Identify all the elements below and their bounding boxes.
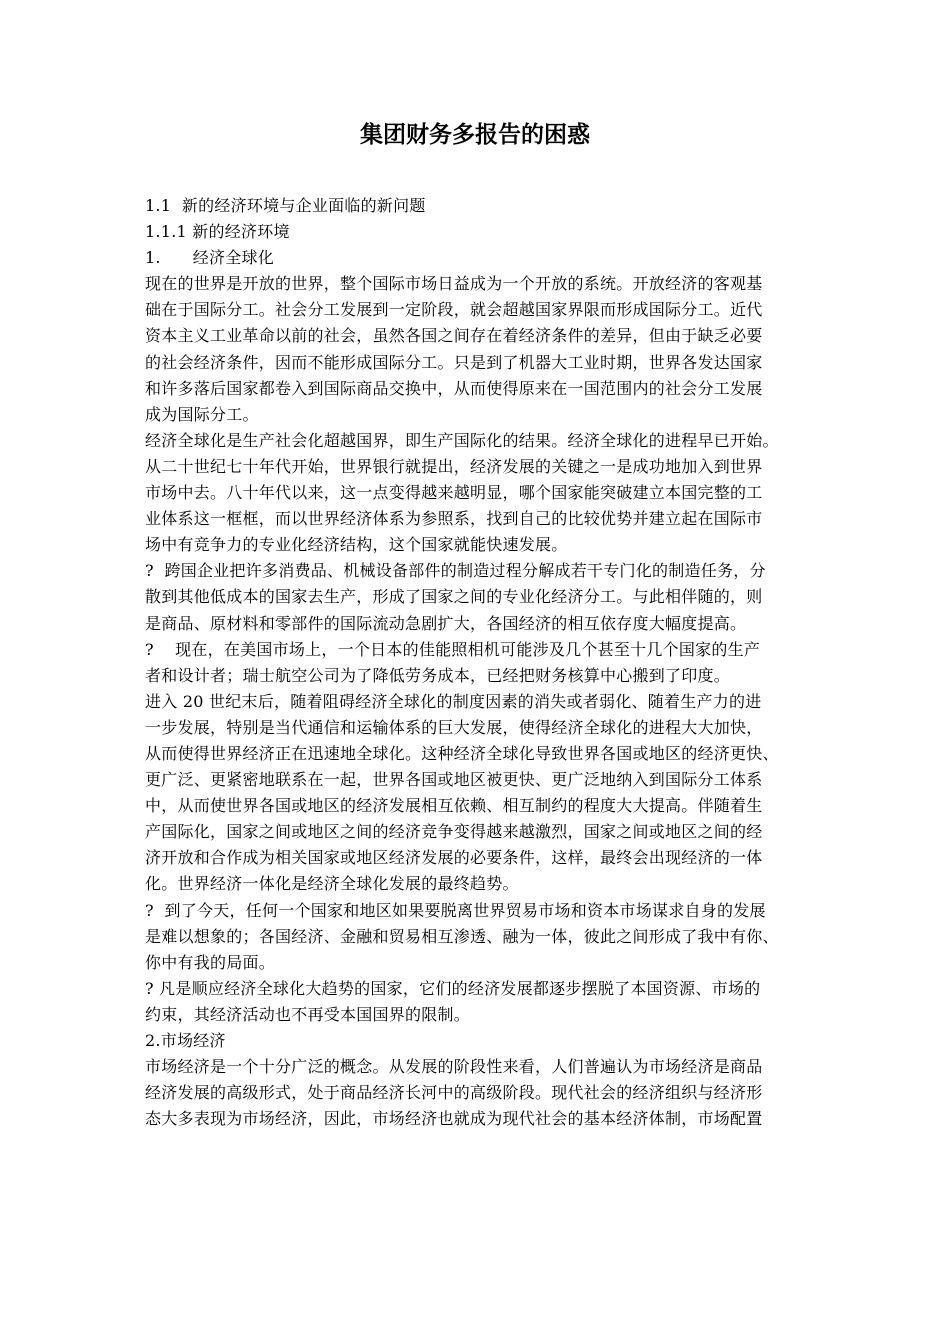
body-line: 础在于国际分工。社会分工发展到一定阶段，就会超越国家界限而形成国际分工。近代 [145, 300, 763, 320]
body-line: 济开放和合作成为相关国家或地区经济发展的必要条件，这样，最终会出现经济的一体 [145, 848, 763, 868]
body-line: 2.市场经济 [145, 1031, 226, 1050]
body-line: 者和设计者；瑞士航空公司为了降低劳务成本，已经把财务核算中心搬到了印度。 [145, 665, 731, 685]
body-line: 的社会经济条件，因而不能形成国际分工。只是到了机器大工业时期，世界各发达国家 [145, 352, 763, 372]
body-line: 1. 经济全球化 [145, 248, 275, 268]
body-line: 市场经济是一个十分广泛的概念。从发展的阶段性来看，人们普遍认为市场经济是商品 [145, 1057, 763, 1077]
body-line: 中，从而使世界各国或地区的经济发展相互依赖、相互制约的程度大大提高。伴随着生 [145, 796, 763, 816]
body-line: 是难以想象的；各国经济、金融和贸易相互渗透、融为一体，彼此之间形成了我中有你、 [145, 926, 779, 946]
document-title: 集团财务多报告的困惑 [360, 121, 590, 148]
body-line: 产国际化，国家之间或地区之间的经济竞争变得越来越激烈，国家之间或地区之间的经 [145, 822, 763, 842]
body-line: 成为国际分工。 [145, 404, 259, 424]
body-line: 进入 20 世纪末后，随着阻碍经济全球化的制度因素的消失或者弱化、随着生产力的进 [145, 691, 762, 711]
body-line: 1.1 新的经济环境与企业面临的新问题 [145, 196, 426, 215]
body-line: 1.1.1 新的经济环境 [145, 222, 290, 242]
body-line: 场中有竞争力的专业化经济结构，这个国家就能快速发展。 [145, 535, 568, 555]
body-line: 业体系这一框框，而以世界经济体系为参照系，找到自己的比较优势并建立起在国际市 [145, 509, 763, 529]
body-line: ? 凡是顺应经济全球化大趋势的国家，它们的经济发展都逐步摆脱了本国资源、市场的 [145, 978, 761, 998]
body-line: ? 跨国企业把许多消费品、机械设备部件的制造过程分解成若干专门化的制造任务，分 [145, 561, 766, 581]
body-line: 从而使得世界经济正在迅速地全球化。这种经济全球化导致世界各国或地区的经济更快、 [145, 743, 779, 763]
body-line: 一步发展，特别是当代通信和运输体系的巨大发展，使得经济全球化的进程大大加快， [145, 717, 763, 737]
body-line: 和许多落后国家都卷入到国际商品交换中，从而使得原来在一国范围内的社会分工发展 [145, 378, 763, 398]
body-line: 你中有我的局面。 [145, 952, 276, 972]
document-body [145, 193, 885, 1132]
body-line: 市场中去。八十年代以来，这一点变得越来越明显，哪个国家能突破建立本国完整的工 [145, 483, 763, 503]
body-line: 从二十世纪七十年代开始，世界银行就提出，经济发展的关键之一是成功地加入到世界 [145, 456, 763, 476]
body-line: 散到其他低成本的国家去生产，形成了国家之间的专业化经济分工。与此相伴随的，则 [145, 587, 763, 607]
body-line: ? 到了今天，任何一个国家和地区如果要脱离世界贸易市场和资本市场谋求自身的发展 [145, 900, 766, 920]
body-line: 态大多表现为市场经济，因此，市场经济也就成为现代社会的基本经济体制，市场配置 [145, 1109, 763, 1129]
body-line: 化。世界经济一体化是经济全球化发展的最终趋势。 [145, 874, 519, 894]
body-line: 现在的世界是开放的世界，整个国际市场日益成为一个开放的系统。开放经济的客观基 [145, 274, 763, 294]
body-line: 是商品、原材料和零部件的国际流动急剧扩大，各国经济的相互依存度大幅度提高。 [145, 613, 747, 633]
body-line: 更广泛、更紧密地联系在一起，世界各国或地区被更快、更广泛地纳入到国际分工体系 [145, 770, 763, 790]
body-line: 约束，其经济活动也不再受本国国界的限制。 [145, 1004, 471, 1024]
body-line: 资本主义工业革命以前的社会，虽然各国之间存在着经济条件的差异，但由于缺乏必要 [145, 326, 763, 346]
body-line: 经济发展的高级形式，处于商品经济长河中的高级阶段。现代社会的经济组织与经济形 [145, 1083, 763, 1103]
body-line: 经济全球化是生产社会化超越国界，即生产国际化的结果。经济全球化的进程早已开始。 [145, 430, 779, 450]
body-line: ? 现在，在美国市场上，一个日本的佳能照相机可能涉及几个甚至十几个国家的生产 [145, 639, 761, 659]
